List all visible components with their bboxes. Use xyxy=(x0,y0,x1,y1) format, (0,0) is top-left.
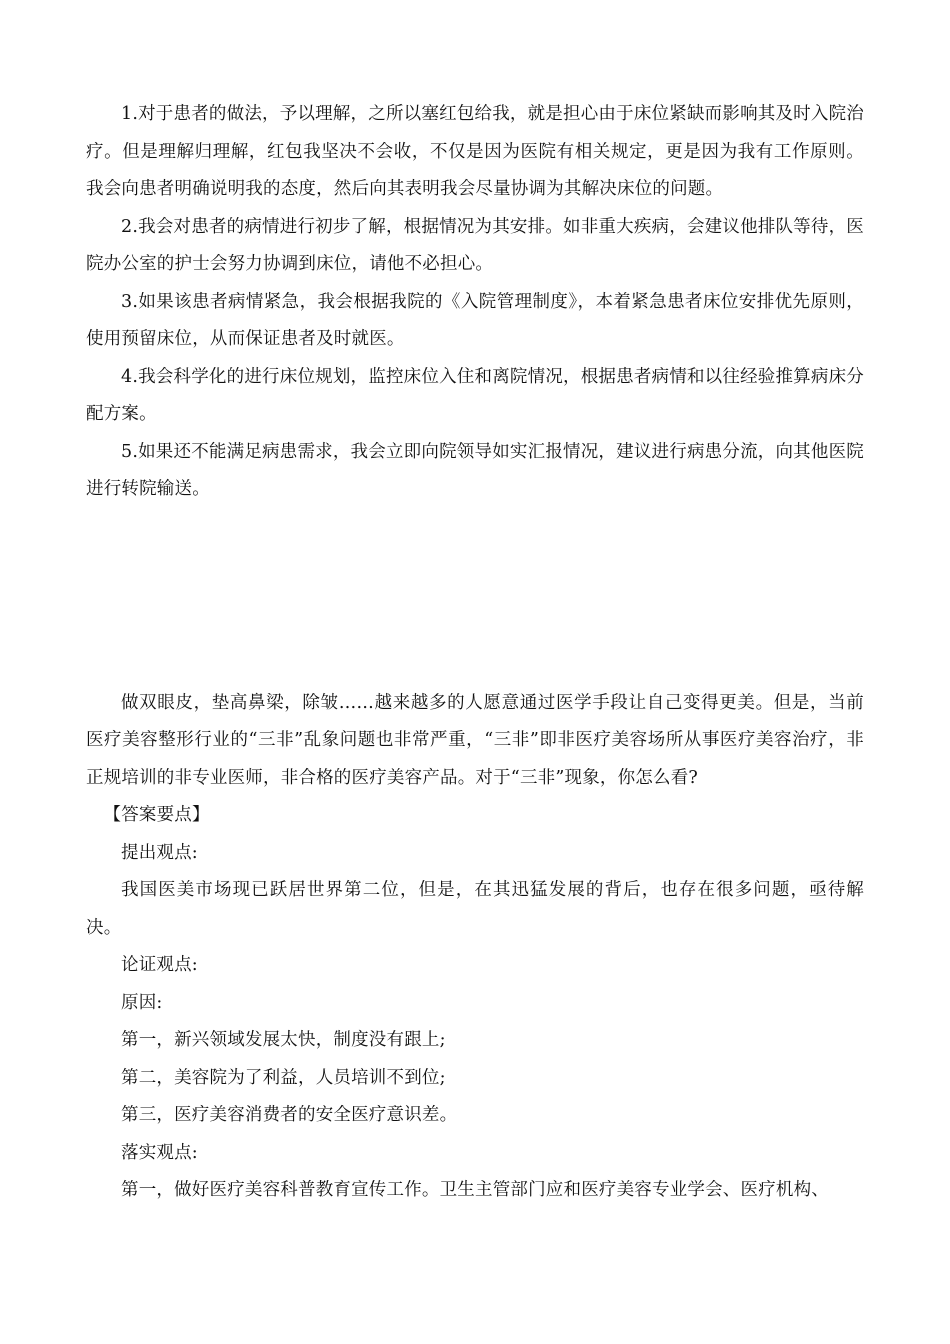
answer-item-4: 4.我会科学化的进行床位规划，监控床位入住和离院情况，根据患者病情和以往经验推算病床分配方案。 xyxy=(86,366,864,424)
reason-2: 第二，美容院为了利益，人员培训不到位; xyxy=(121,1067,446,1088)
answer-item-2: 2.我会对患者的病情进行初步了解，根据情况为其安排。如非重大疾病，会建议他排队等待，医院办公室的护士会努力协调到床位，请他不必担心。 xyxy=(86,216,864,274)
point-3-label: 落实观点: xyxy=(121,1142,198,1163)
measure-1: 第一，做好医疗美容科普教育宣传工作。卫生主管部门应和医疗美容专业学会、医疗机构、 xyxy=(121,1180,829,1200)
answer-heading: 【答案要点】 xyxy=(103,805,210,825)
answer-item-3: 3.如果该患者病情紧急，我会根据我院的《入院管理制度》，本着紧急患者床位安排优先原则，使用预留床位，从而保证患者及时就医。 xyxy=(86,291,864,349)
reasons-label: 原因: xyxy=(121,992,163,1013)
answer-item-1: 1.对于患者的做法，予以理解，之所以塞红包给我，就是担心由于床位紧缺而影响其及时入院治疗。但是理解归理解，红包我坚决不会收，不仅是因为医院有相关规定，更是因为我有工作原则。我会向患者明确说明我的态度，然后向其表明我会尽量协调为其解决床位的问题。 xyxy=(86,104,864,199)
question-text: 做双眼皮，垫高鼻梁，除皱……越来越多的人愿意通过医学手段让自己变得更美。但是，当前医疗美容整形行业的“三非”乱象问题也非常严重，“三非”即非医疗美容场所从事医疗美容治疗，非正规培训的非专业医师，非合格的医疗美容产品。对于“三非”现象，你怎么看? xyxy=(86,692,864,788)
answer-item-5: 5.如果还不能满足病患需求，我会立即向院领导如实汇报情况，建议进行病患分流，向其他医院进行转院输送。 xyxy=(86,441,864,499)
document-page xyxy=(86,96,864,1210)
point-1-text: 我国医美市场现已跃居世界第二位，但是，在其迅猛发展的背后，也存在很多问题，亟待解决。 xyxy=(86,880,864,938)
section-spacer xyxy=(86,509,864,685)
point-1-label: 提出观点: xyxy=(121,842,198,863)
reason-3: 第三，医疗美容消费者的安全医疗意识差。 xyxy=(121,1105,458,1125)
reason-1: 第一，新兴领域发展太快，制度没有跟上; xyxy=(121,1030,446,1050)
point-2-label: 论证观点: xyxy=(121,955,198,975)
